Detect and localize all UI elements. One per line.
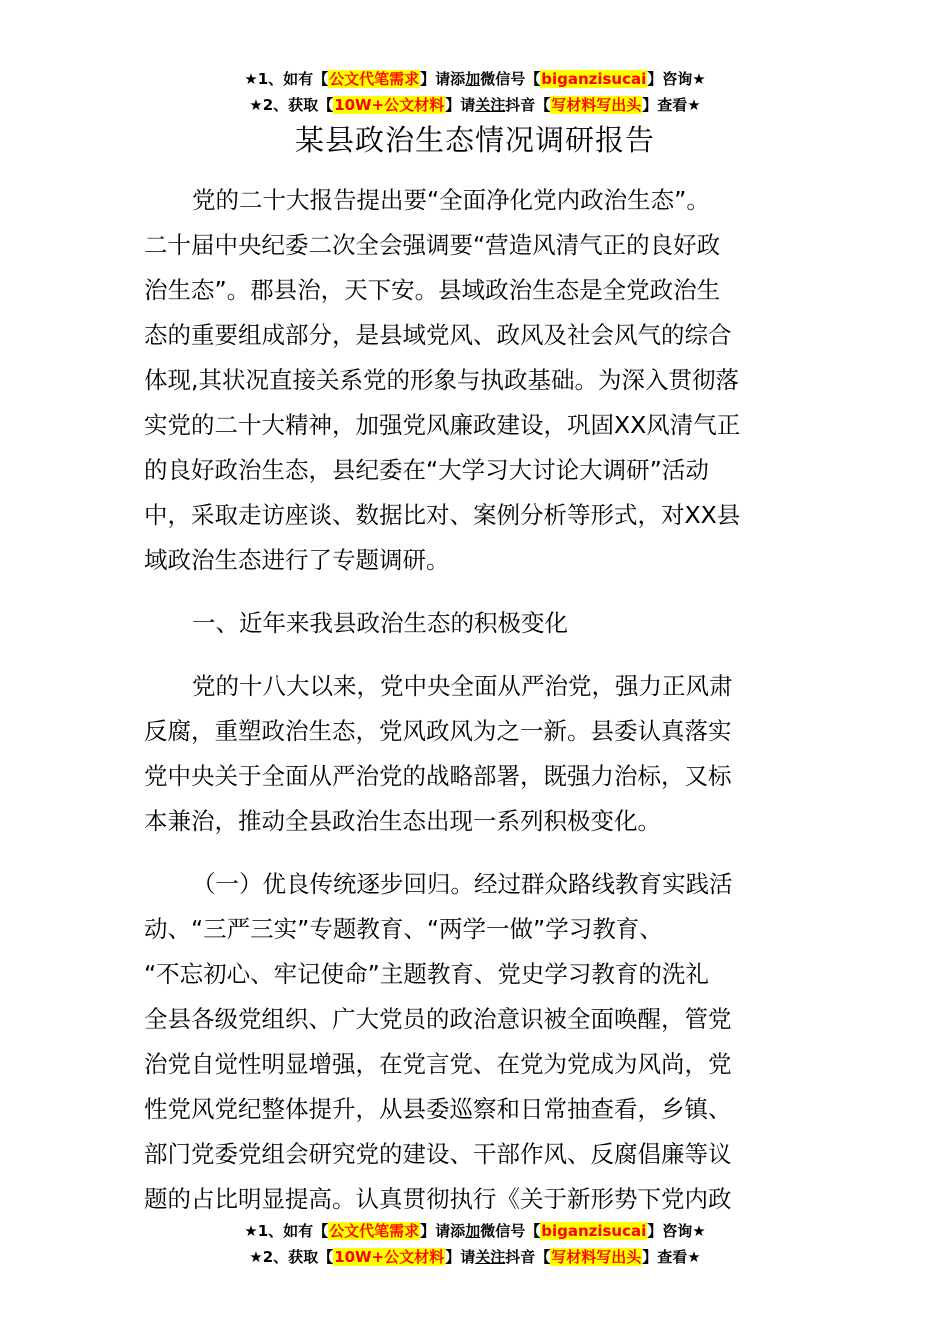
- paragraph-gap: [144, 646, 808, 664]
- text-line: 党的十八大以来，党中央全面从严治党，强力正风肃: [192, 672, 733, 700]
- promo-text: 】咨询★: [647, 70, 706, 88]
- promo-highlight: 写材料写出头: [551, 96, 642, 114]
- text-line: 部门党委党组会研究党的建设、干部作风、反腐倡廉等议: [144, 1140, 732, 1168]
- document-title: 某县政治生态情况调研报告: [294, 123, 655, 157]
- text-line: 题的占比明显提高。认真贯彻执行《关于新形势下党内政: [144, 1185, 732, 1213]
- bottom-promo-banner: [0, 1218, 950, 1270]
- promo-highlight: 10W+公文材料: [334, 96, 445, 114]
- text-line: 二十届中央纪委二次全会强调要“营造风清气正的良好政: [144, 231, 721, 259]
- promo-underlined: 加: [465, 1222, 481, 1240]
- text-line: 性党风党纪整体提升，从县委巡察和日常抽查看，乡镇、: [144, 1095, 732, 1123]
- promo-line-1: [0, 66, 950, 92]
- promo-text: 】咨询★: [647, 1222, 706, 1240]
- text-line: 中，采取走访座谈、数据比对、案例分析等形式，对XX县: [144, 501, 741, 529]
- text-line: 域政治生态进行了专题调研。: [144, 546, 450, 574]
- promo-underlined: 加: [465, 70, 481, 88]
- text-line: （一）优良传统逐步回归。经过群众路线教育实践活: [192, 870, 733, 898]
- text-line: 全县各级党组织、广大党员的政治意识被全面唤醒，管党: [144, 1005, 732, 1033]
- promo-line-2: [0, 1244, 950, 1270]
- promo-text: 】请添: [420, 1222, 466, 1240]
- text-line: 党的二十大报告提出要“全面净化党内政治生态”。: [192, 186, 710, 214]
- text-line: “不忘初心、牢记使命”主题教育、党史学习教育的洗礼: [144, 960, 709, 988]
- paragraph-gap: [144, 583, 808, 601]
- text-line: 实党的二十大精神，加强党风廉政建设，巩固XX风清气正: [144, 411, 741, 439]
- promo-highlight: biganzisucai: [541, 1222, 647, 1240]
- text-line: 动、“三严三实”专题教育、“两学一做”学习教育、: [144, 915, 663, 943]
- promo-highlight: 写材料写出头: [551, 1248, 642, 1266]
- promo-text: 】查看★: [642, 1248, 701, 1266]
- text-line: 治党自觉性明显增强，在党言党、在党为党成为风尚，党: [144, 1050, 732, 1078]
- text-line: 体现,其状况直接关系党的形象与执政基础。为深入贯彻落: [144, 366, 739, 394]
- promo-highlight: 公文代笔需求: [329, 1222, 420, 1240]
- text-line: 的良好政治生态，县纪委在“大学习大讨论大调研”活动: [144, 456, 709, 484]
- text-line: 治生态”。郡县治，天下安。县域政治生态是全党政治生: [144, 276, 721, 304]
- promo-text: 微信号【: [480, 1222, 541, 1240]
- text-line: 态的重要组成部分，是县域党风、政风及社会风气的综合: [144, 321, 732, 349]
- promo-text: 微信号【: [480, 70, 541, 88]
- promo-text: 】请添: [420, 70, 466, 88]
- promo-text: ★2、获取【: [249, 1248, 334, 1266]
- promo-text: 】请: [445, 1248, 476, 1266]
- promo-text: ★2、获取【: [249, 96, 334, 114]
- promo-text: 】查看★: [642, 96, 701, 114]
- text-line: 党中央关于全面从严治党的战略部署，既强力治标，又标: [144, 762, 732, 790]
- promo-highlight: 公文代笔需求: [329, 70, 420, 88]
- promo-underlined: 关注: [475, 96, 506, 114]
- document-body: [144, 178, 808, 1222]
- promo-text: 抖音【: [505, 96, 551, 114]
- promo-text: ★1、如有【: [244, 1222, 329, 1240]
- text-line: 本兼治，推动全县政治生态出现一系列积极变化。: [144, 807, 661, 835]
- promo-line-1: [0, 1218, 950, 1244]
- section-heading: 一、近年来我县政治生态的积极变化: [192, 609, 568, 637]
- text-line: 反腐，重塑政治生态，党风政风为之一新。县委认真落实: [144, 717, 732, 745]
- promo-text: ★1、如有【: [244, 70, 329, 88]
- promo-highlight: 10W+公文材料: [334, 1248, 445, 1266]
- promo-text: 抖音【: [505, 1248, 551, 1266]
- promo-underlined: 关注: [475, 1248, 506, 1266]
- top-promo-banner: [0, 66, 950, 118]
- promo-highlight: biganzisucai: [541, 70, 647, 88]
- promo-text: 】请: [445, 96, 476, 114]
- promo-line-2: [0, 92, 950, 118]
- paragraph-gap: [144, 844, 808, 862]
